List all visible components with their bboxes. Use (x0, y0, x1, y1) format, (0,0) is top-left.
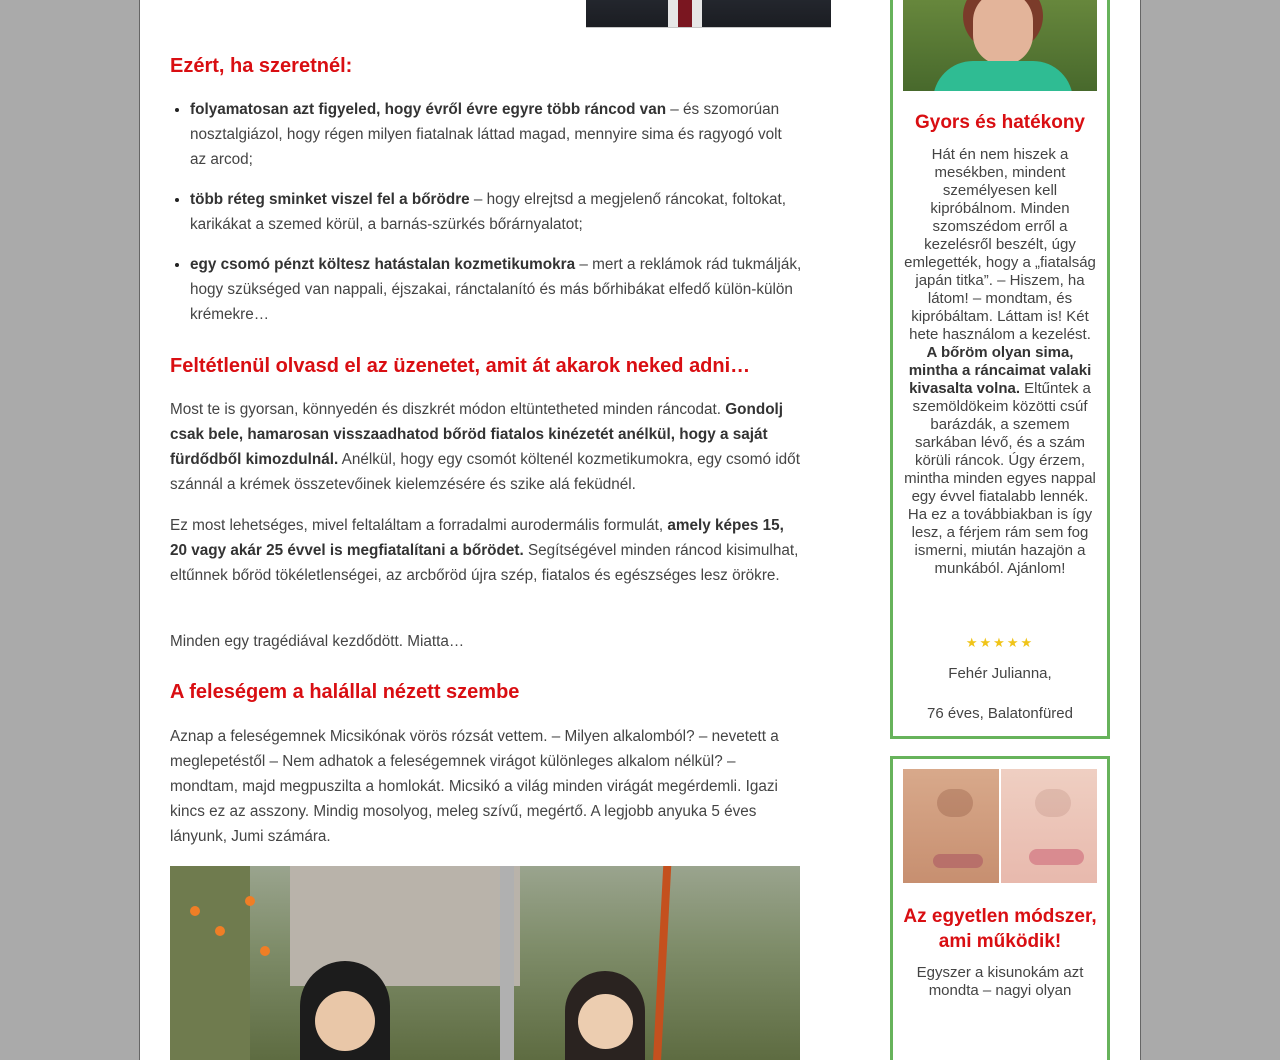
paragraph-formula (170, 513, 800, 588)
paragraph-bold: Gondolj csak bele, hamarosan visszaadhatod bőröd fiatalos kinézetét anélkül, hogy a saját fürdődből kimozdulnál. (170, 401, 784, 468)
photo-swing-pole (500, 866, 514, 1060)
bullet-bold: folyamatosan azt figyeled, hogy évről évre egyre több ráncod van (190, 101, 667, 118)
photo-tree (170, 866, 250, 1060)
testimonial-text-bold: A bőröm olyan sima, mintha a ráncaimat valaki kivasalta volna. (908, 344, 1092, 397)
photo-lips (1029, 849, 1084, 865)
photo-flower (245, 896, 255, 906)
testimonial-avatar (903, 0, 1097, 91)
testimonial-card (890, 0, 1110, 739)
bullet-text: – hogy elrejtsd a megjelenő ráncokat, foltokat, karikákat a szemed körül, a barnás-szürkés bőrárnyalatot; (190, 191, 786, 233)
heading-ezert: Ezért, ha szeretnél: (170, 55, 353, 77)
paragraph-text: Anélkül, hogy egy csomót költenél kozmetikumokra, egy csomó időt szánnál a krémek összetevőinek kielemzésére és szike alá feküdnél. (170, 451, 800, 493)
list-item (190, 97, 802, 172)
heading-feleseg: A feleségem a halállal nézett szembe (170, 681, 520, 703)
testimonial-author-meta: 76 éves, Balatonfüred (927, 705, 1073, 722)
before-photo (903, 769, 999, 883)
testimonial-2-text: Egyszer a kisunokám azt mondta – nagyi olyan (916, 964, 1084, 999)
testimonial-text-part: Eltűntek a szemöldökeim közötti csúf barázdák, a szemem sarkában lévő, és a szám körüli ráncok. Úgy érzem, mintha minden egyes nappal egy évvel fiatalabb lennék. Ha ez a továbbiakban is így lesz, a férjem rám sem fog ismerni, miután hazajön a munkából. Ajánlom! (904, 380, 1096, 577)
photo-mother-face (578, 994, 633, 1049)
bullet-text: – mert a reklámok rád tukmálják, hogy szükséged van nappali, éjszakai, ránctalanító és más bőrhibákat elfedő külön-külön krémekre… (190, 256, 802, 323)
heading-olvasd-el: Feltétlenül olvasd el az üzenetet, amit át akarok neked adni… (170, 355, 751, 377)
testimonial-text-part: Hát én nem hiszek a mesékben, mindent személyesen kell kipróbálnom. Minden szomszédom erről a kezelésről beszélt, úgy emlegették, hogy a „fiatalság japán titka”. – Hiszem, ha látom! – mondtam, és kipróbáltam. Láttam is! Két hete használom a kezelést. (904, 146, 1096, 343)
photo-child-face (315, 991, 375, 1051)
paragraph-bold: amely képes 15, 20 vagy akár 25 évvel is megfiatalítani a bőrödet. (170, 517, 784, 559)
list-item (190, 252, 802, 327)
testimonial-card-2 (890, 756, 1110, 1060)
bullet-bold: több réteg sminket viszel fel a bőrödre (190, 191, 470, 208)
list-item (190, 187, 802, 237)
bullet-bold: egy csomó pénzt költesz hatástalan kozmetikumokra (190, 256, 576, 273)
photo-nose (937, 789, 973, 817)
paragraph-story: Aznap a feleségemnek Micsikónak vörös rózsát vettem. – Milyen alkalomból? – nevetett a meglepetéstől – Nem adhatok a feleségemnek virágot különleges alkalom nélkül? – mondtam, majd megpuszilta a homlokát. Micsikó a világ minden virágát megérdemli. Igazi kincs ez az asszony. Mindig mosolyog, meleg szívű, megértő. A legjobb anyuka 5 éves lányunk, Jumi számára. (170, 728, 779, 845)
paragraph-text: Segítségével minden ráncod kisimulhat, eltűnnek bőröd tökéletlenségei, az arcbőröd újra szép, fiatalos és egészséges lesz örökre. (170, 542, 799, 584)
avatar-face (973, 0, 1033, 65)
testimonial-author: Fehér Julianna, (948, 665, 1052, 682)
paragraph-text: Ez most lehetséges, mivel feltaláltam a forradalmi aurodermális formulát, (170, 517, 664, 534)
article-top-photo (586, 0, 831, 28)
article-family-photo (170, 866, 800, 1060)
bullet-text: – és szomorúan nosztalgiázol, hogy régen milyen fiatalnak láttad magad, mennyire sima és ragyogó volt az arcod; (190, 101, 782, 168)
testimonial-title: Gyors és hatékony (914, 112, 1086, 133)
photo-flower (215, 926, 225, 936)
photo-nose (1035, 789, 1071, 817)
avatar-shirt (933, 61, 1073, 91)
photo-lips (933, 854, 983, 868)
after-photo (1001, 769, 1097, 883)
paragraph-tragedy: Minden egy tragédiával kezdődött. Miatta… (170, 633, 465, 650)
rating-stars-icon: ★★★★★ (965, 635, 1035, 650)
photo-orange-pole (653, 866, 671, 1060)
bullet-list (170, 97, 802, 342)
photo-tie (678, 0, 692, 27)
photo-flower (260, 946, 270, 956)
paragraph-text: Most te is gyorsan, könnyedén és diszkrét módon eltüntetheted minden ráncodat. (170, 401, 726, 418)
photo-flower (190, 906, 200, 916)
page-container (139, 0, 1141, 1060)
testimonial-2-title: Az egyetlen módszer, ami működik! (903, 906, 1097, 952)
paragraph-intro (170, 397, 800, 497)
testimonial-text (903, 146, 1097, 578)
